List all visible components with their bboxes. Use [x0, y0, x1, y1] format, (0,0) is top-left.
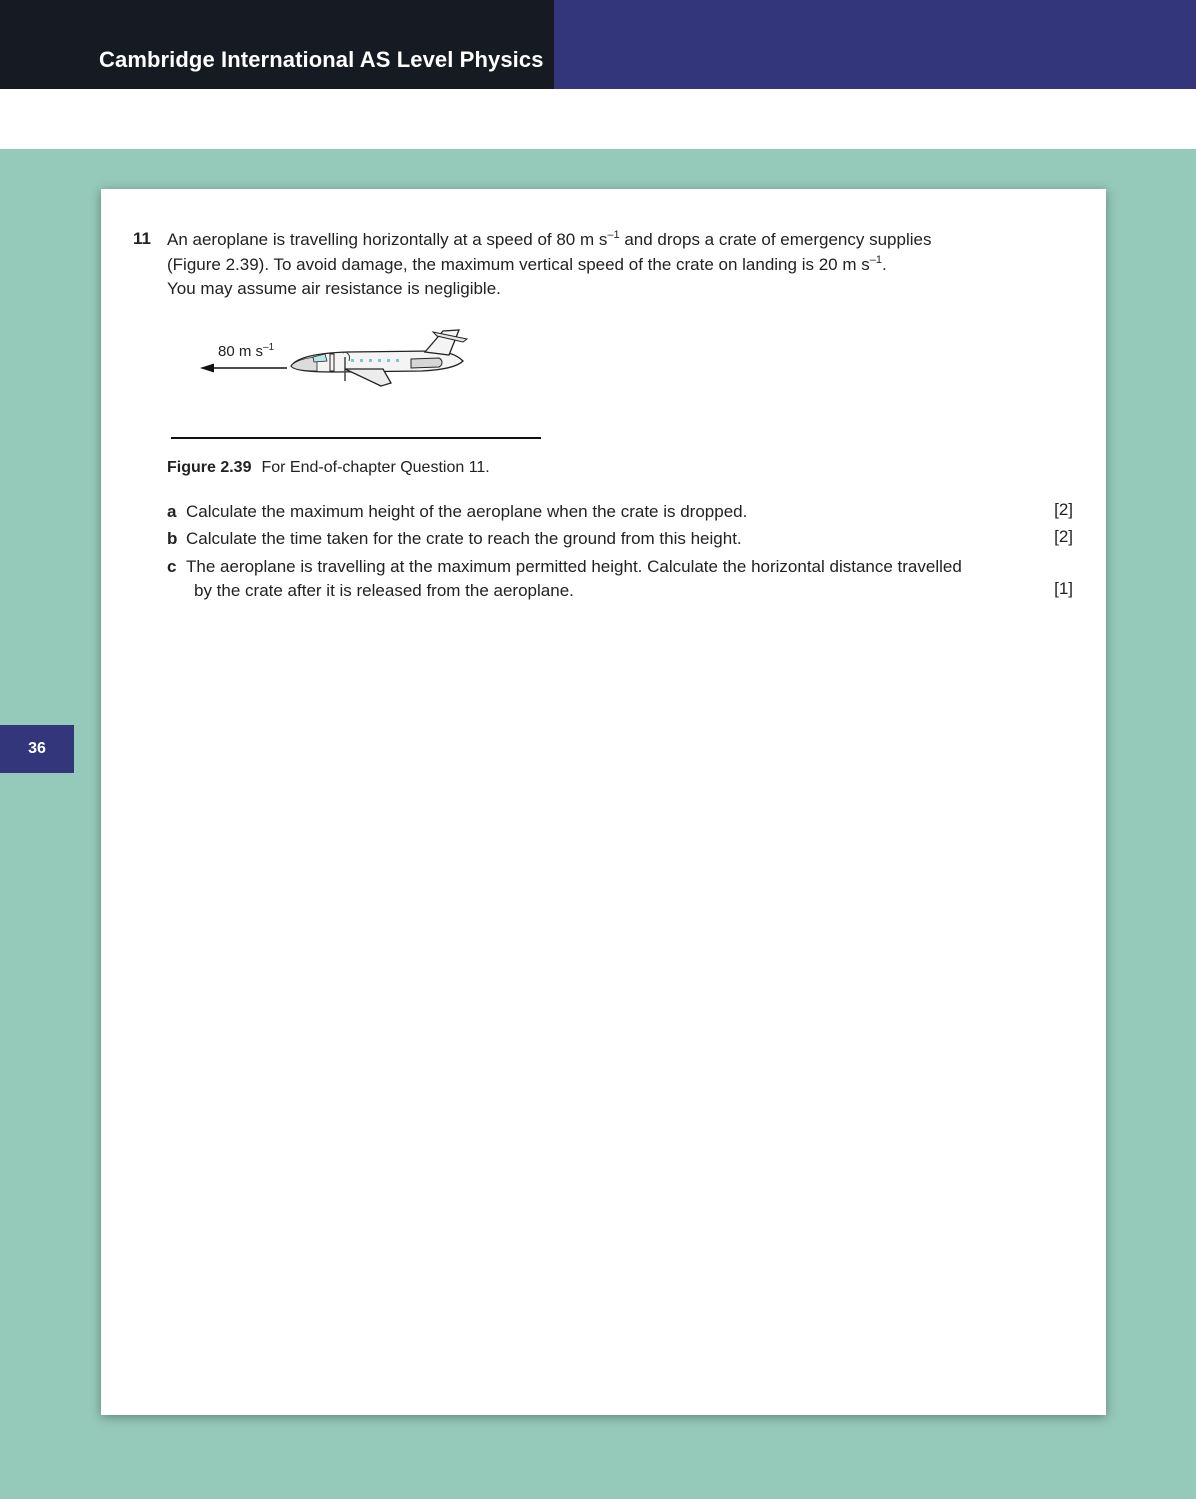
question-line-2: (Figure 2.39). To avoid damage, the maximum vertical speed of the crate on landing is 20 m $s^{-1}$.	[167, 253, 887, 274]
part-text	[186, 555, 996, 603]
page-number: 36	[28, 740, 46, 757]
velocity-arrow-head	[200, 364, 214, 373]
question-line-3: You may assume air resistance is negligible.	[167, 279, 501, 298]
header-dark-band	[0, 0, 554, 89]
book-title: Cambridge International AS Level Physics	[99, 47, 544, 72]
part-text: Calculate the maximum height of the aeroplane when the crate is dropped.	[186, 502, 748, 521]
question-line-1: An aeroplane is travelling horizontally at a speed of 80 m $s^{-1}$ and drops a crate of emergency supplies	[167, 229, 932, 249]
part-letter: c	[167, 557, 177, 576]
part-letter: a	[167, 502, 177, 521]
figure-caption	[167, 459, 490, 477]
marks-a: [2]	[1054, 500, 1073, 519]
question-card	[101, 189, 1106, 1415]
question-number: 11	[133, 229, 151, 248]
part-text: Calculate the time taken for the crate to reach the ground from this height.	[186, 529, 742, 548]
part-c-line-2: by the crate after it is released from the aeroplane.	[194, 581, 574, 600]
marks-b: [2]	[1054, 527, 1073, 546]
figure-aeroplane-diagram	[167, 325, 547, 445]
marks-c: [1]	[1054, 579, 1073, 598]
figure-caption-label: Figure 2.39	[167, 459, 252, 476]
part-letter: b	[167, 529, 178, 548]
header-blue-band	[554, 0, 1196, 89]
aeroplane-icon	[291, 330, 467, 386]
speed-label: 80 m $s^{-1}$	[218, 342, 275, 360]
page-number-tab	[0, 725, 74, 773]
question-text	[167, 228, 987, 302]
part-c-line-1: The aeroplane is travelling at the maximum permitted height. Calculate the horizontal distance travelled	[186, 557, 962, 576]
figure-caption-text: For End-of-chapter Question 11.	[261, 459, 490, 476]
